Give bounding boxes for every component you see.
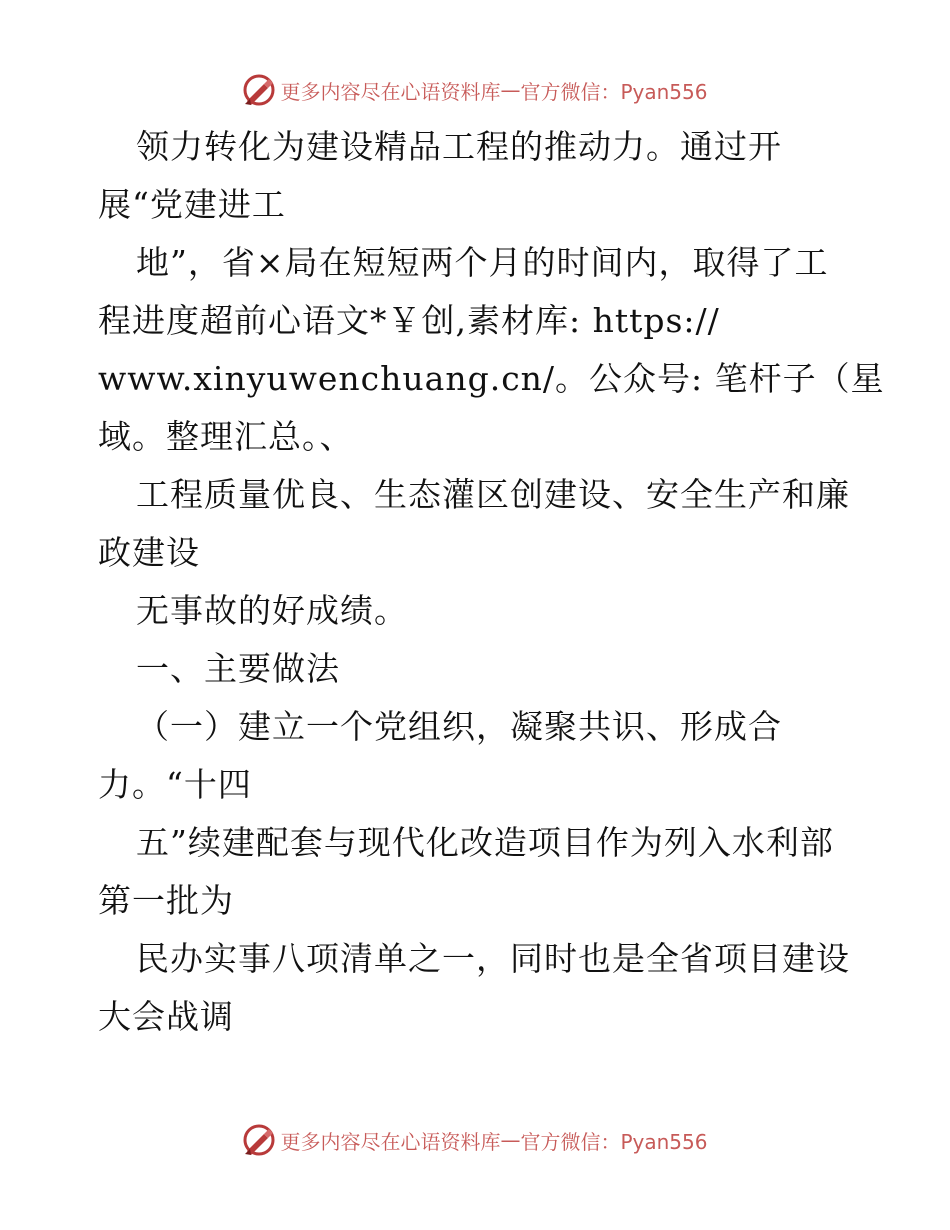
banner-separator: — xyxy=(500,78,521,102)
banner-wechat: 官方微信：Pyan556 xyxy=(520,1129,708,1154)
banner-text: 更多内容尽在心语资料库 xyxy=(280,79,501,104)
text-line: 政建设 xyxy=(98,533,200,572)
text-line: 第一批为 xyxy=(98,881,234,920)
banner-separator: — xyxy=(500,1128,521,1152)
footer-banner xyxy=(0,1120,950,1160)
text-line: 力。“十四 xyxy=(98,765,252,804)
text-line: 域。整理汇总。、 xyxy=(98,417,354,456)
text-line: 地”，省×局在短短两个月的时间内，取得了工 xyxy=(136,243,829,282)
pen-logo-icon xyxy=(242,73,276,107)
text-line: 民办实事八项清单之一，同时也是全省项目建设 xyxy=(136,939,850,978)
text-line: 展“党建进工 xyxy=(98,185,286,224)
header-banner xyxy=(0,70,950,110)
text-line: （一）建立一个党组织，凝聚共识、形成合 xyxy=(136,707,782,746)
banner-text: 更多内容尽在心语资料库 xyxy=(280,1129,501,1154)
text-line: 五”续建配套与现代化改造项目作为列入水利部 xyxy=(136,823,834,862)
text-line: www.xinyuwenchuang.cn/。公众号: 笔杆子（星 xyxy=(98,359,885,398)
text-line: 程进度超前心语文*￥创,素材库: https:// xyxy=(98,301,720,340)
text-line: 工程质量优良、生态灌区创建设、安全生产和廉 xyxy=(136,475,850,514)
section-heading: 一、主要做法 xyxy=(136,649,340,688)
text-line: 无事故的好成绩。 xyxy=(136,591,408,630)
text-line: 大会战调 xyxy=(98,997,234,1036)
banner-wechat: 官方微信：Pyan556 xyxy=(520,79,708,104)
pen-logo-icon xyxy=(242,1123,276,1157)
text-line: 领力转化为建设精品工程的推动力。通过开 xyxy=(136,127,782,166)
